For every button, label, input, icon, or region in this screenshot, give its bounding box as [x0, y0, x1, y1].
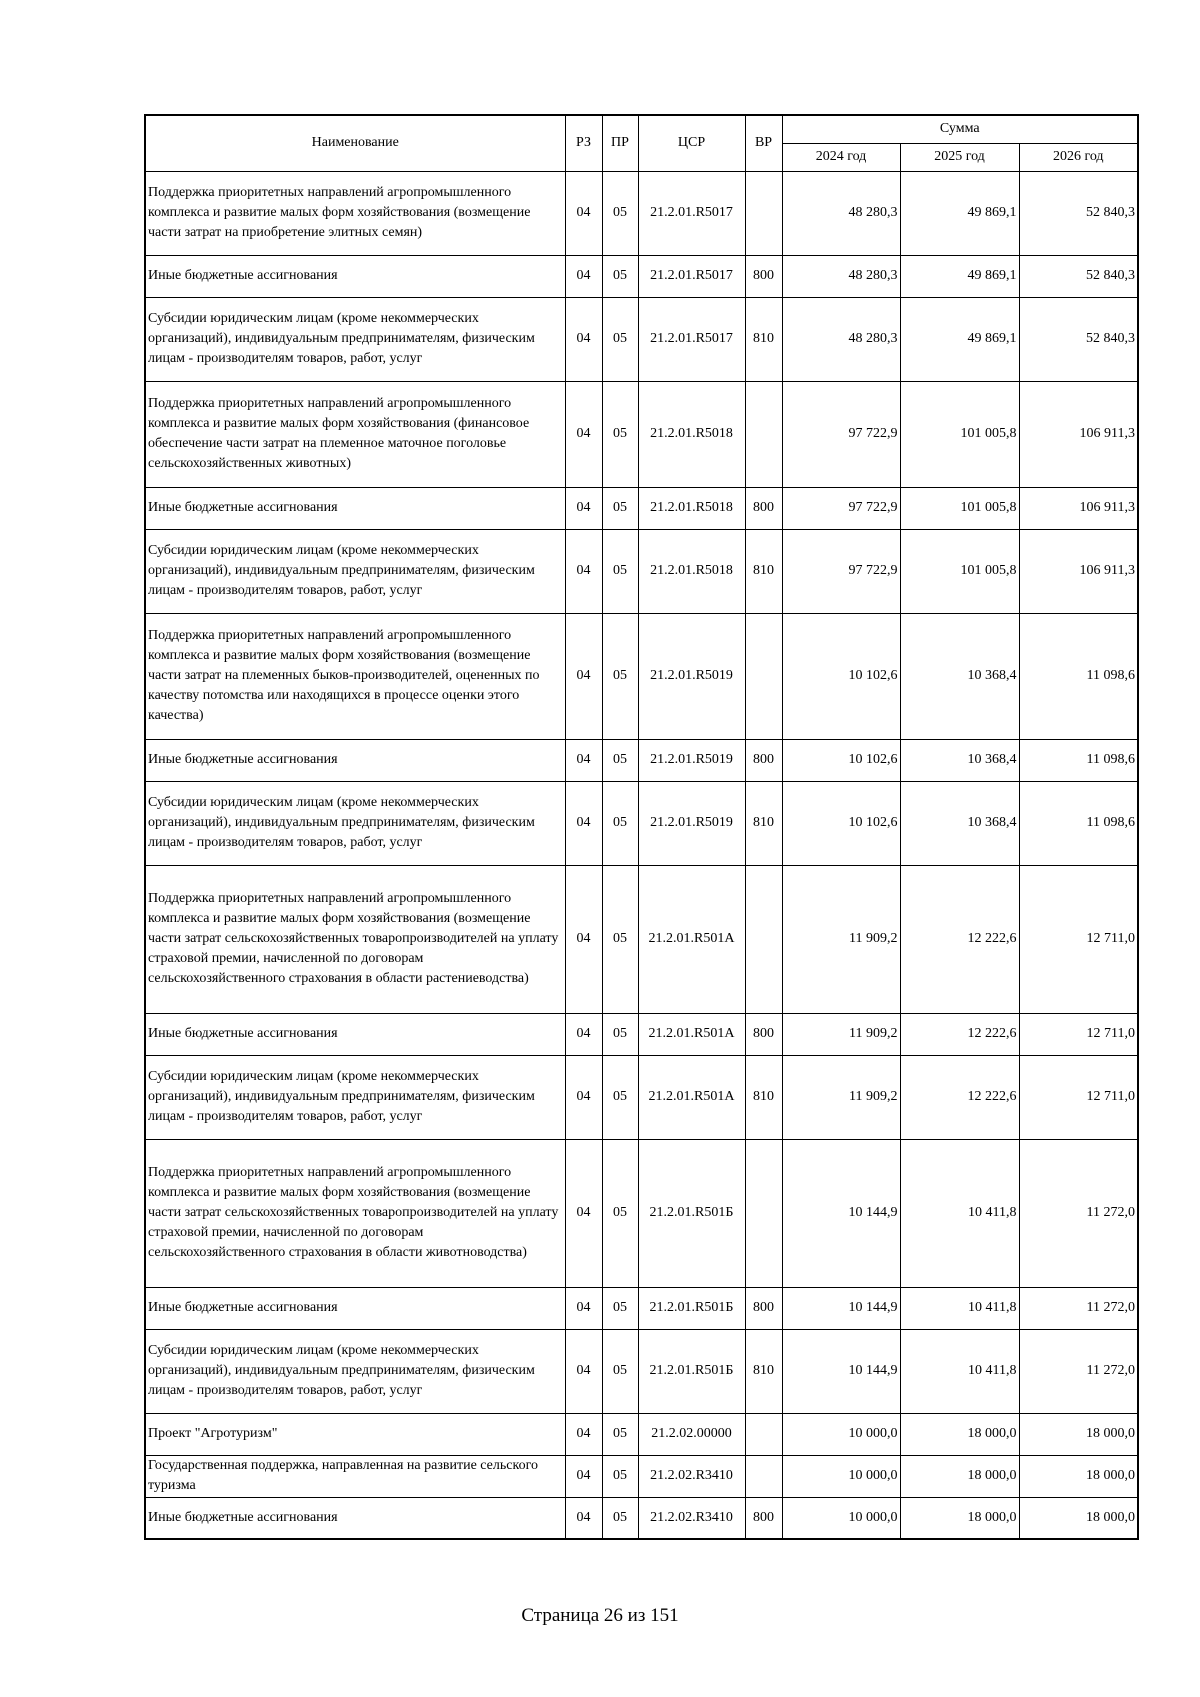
- row-csr: 21.2.02.00000: [638, 1413, 745, 1455]
- row-value-2024: 11 909,2: [782, 1013, 900, 1055]
- row-value-2026: 52 840,3: [1019, 297, 1138, 381]
- row-value-2026: 11 272,0: [1019, 1287, 1138, 1329]
- row-name: Иные бюджетные ассигнования: [145, 255, 565, 297]
- row-value-2024: 11 909,2: [782, 865, 900, 1013]
- table-row: [145, 1287, 1138, 1329]
- header-sum: Сумма: [782, 115, 1138, 143]
- table-row: [145, 865, 1138, 1013]
- table-row: [145, 171, 1138, 255]
- row-value-2025: 10 411,8: [900, 1287, 1019, 1329]
- row-name: Государственная поддержка, направленная на развитие сельского туризма: [145, 1455, 565, 1497]
- row-rz: 04: [565, 613, 602, 739]
- row-rz: 04: [565, 1455, 602, 1497]
- row-value-2025: 12 222,6: [900, 865, 1019, 1013]
- table-row: [145, 529, 1138, 613]
- budget-table: [144, 114, 1139, 1540]
- row-name: Иные бюджетные ассигнования: [145, 1013, 565, 1055]
- header-year-2024: 2024 год: [782, 143, 900, 171]
- row-value-2025: 18 000,0: [900, 1455, 1019, 1497]
- table-row: [145, 613, 1138, 739]
- row-pr: 05: [602, 255, 638, 297]
- row-name: Субсидии юридическим лицам (кроме некоммерческих организаций), индивидуальным предпринимателям, физическим лицам - производителям товаров, работ, услуг: [145, 781, 565, 865]
- row-csr: 21.2.02.R3410: [638, 1497, 745, 1539]
- row-rz: 04: [565, 865, 602, 1013]
- row-pr: 05: [602, 171, 638, 255]
- row-pr: 05: [602, 529, 638, 613]
- row-vr: [745, 613, 782, 739]
- table-body: [145, 171, 1138, 1539]
- table-row: [145, 487, 1138, 529]
- row-vr: 810: [745, 1055, 782, 1139]
- row-value-2024: 10 102,6: [782, 781, 900, 865]
- row-csr: 21.2.01.R5019: [638, 739, 745, 781]
- row-value-2024: 10 144,9: [782, 1329, 900, 1413]
- row-csr: 21.2.01.R501А: [638, 1013, 745, 1055]
- row-pr: 05: [602, 1139, 638, 1287]
- row-value-2025: 101 005,8: [900, 487, 1019, 529]
- row-rz: 04: [565, 255, 602, 297]
- row-csr: 21.2.01.R501Б: [638, 1329, 745, 1413]
- row-rz: 04: [565, 487, 602, 529]
- row-value-2026: 11 272,0: [1019, 1329, 1138, 1413]
- row-pr: 05: [602, 1455, 638, 1497]
- row-value-2026: 18 000,0: [1019, 1455, 1138, 1497]
- row-name: Поддержка приоритетных направлений агропромышленного комплекса и развитие малых форм хозяйствования (возмещение части затрат на племенных быков-производителей, оцененных по качеству потомства или находящихся в процессе оценки этого качества): [145, 613, 565, 739]
- row-value-2024: 10 000,0: [782, 1497, 900, 1539]
- row-vr: 800: [745, 1497, 782, 1539]
- row-rz: 04: [565, 1013, 602, 1055]
- row-vr: [745, 1413, 782, 1455]
- row-name: Иные бюджетные ассигнования: [145, 1497, 565, 1539]
- row-csr: 21.2.01.R5018: [638, 529, 745, 613]
- row-name: Субсидии юридическим лицам (кроме некоммерческих организаций), индивидуальным предпринимателям, физическим лицам - производителям товаров, работ, услуг: [145, 1055, 565, 1139]
- row-value-2026: 106 911,3: [1019, 487, 1138, 529]
- row-rz: 04: [565, 1413, 602, 1455]
- row-value-2024: 97 722,9: [782, 381, 900, 487]
- row-pr: 05: [602, 781, 638, 865]
- table-row: [145, 781, 1138, 865]
- table-row: [145, 381, 1138, 487]
- row-name: Субсидии юридическим лицам (кроме некоммерческих организаций), индивидуальным предпринимателям, физическим лицам - производителям товаров, работ, услуг: [145, 297, 565, 381]
- row-name: Субсидии юридическим лицам (кроме некоммерческих организаций), индивидуальным предпринимателям, физическим лицам - производителям товаров, работ, услуг: [145, 529, 565, 613]
- row-csr: 21.2.01.R5018: [638, 381, 745, 487]
- table-header: [145, 115, 1138, 171]
- row-value-2024: 97 722,9: [782, 487, 900, 529]
- row-value-2025: 10 368,4: [900, 613, 1019, 739]
- header-rz: РЗ: [565, 115, 602, 171]
- row-vr: 810: [745, 1329, 782, 1413]
- row-value-2024: 48 280,3: [782, 171, 900, 255]
- row-value-2026: 11 272,0: [1019, 1139, 1138, 1287]
- row-value-2026: 18 000,0: [1019, 1497, 1138, 1539]
- row-name: Поддержка приоритетных направлений агропромышленного комплекса и развитие малых форм хозяйствования (возмещение части затрат на приобретение элитных семян): [145, 171, 565, 255]
- row-value-2025: 10 368,4: [900, 781, 1019, 865]
- row-vr: [745, 171, 782, 255]
- row-csr: 21.2.01.R501Б: [638, 1139, 745, 1287]
- row-value-2024: 10 144,9: [782, 1139, 900, 1287]
- table-row: [145, 1013, 1138, 1055]
- row-pr: 05: [602, 487, 638, 529]
- row-pr: 05: [602, 1497, 638, 1539]
- row-value-2026: 11 098,6: [1019, 613, 1138, 739]
- row-value-2026: 11 098,6: [1019, 781, 1138, 865]
- row-csr: 21.2.01.R5017: [638, 297, 745, 381]
- row-value-2025: 101 005,8: [900, 381, 1019, 487]
- row-value-2024: 10 000,0: [782, 1413, 900, 1455]
- row-value-2025: 12 222,6: [900, 1013, 1019, 1055]
- row-pr: 05: [602, 297, 638, 381]
- row-value-2025: 49 869,1: [900, 297, 1019, 381]
- table-row: [145, 1329, 1138, 1413]
- row-vr: 810: [745, 297, 782, 381]
- row-value-2025: 12 222,6: [900, 1055, 1019, 1139]
- row-pr: 05: [602, 613, 638, 739]
- row-rz: 04: [565, 381, 602, 487]
- row-csr: 21.2.02.R3410: [638, 1455, 745, 1497]
- row-vr: [745, 1139, 782, 1287]
- header-csr: ЦСР: [638, 115, 745, 171]
- row-csr: 21.2.01.R5019: [638, 781, 745, 865]
- row-csr: 21.2.01.R501А: [638, 1055, 745, 1139]
- row-value-2026: 12 711,0: [1019, 865, 1138, 1013]
- row-value-2025: 18 000,0: [900, 1497, 1019, 1539]
- row-vr: [745, 381, 782, 487]
- row-name: Поддержка приоритетных направлений агропромышленного комплекса и развитие малых форм хозяйствования (возмещение части затрат сельскохозяйственных товаропроизводителей на уплату страховой премии, начисленной по договорам сельскохозяйственного страхования в области растениеводства): [145, 865, 565, 1013]
- row-name: Поддержка приоритетных направлений агропромышленного комплекса и развитие малых форм хозяйствования (финансовое обеспечение части затрат на племенное маточное поголовье сельскохозяйственных животных): [145, 381, 565, 487]
- row-value-2024: 10 102,6: [782, 613, 900, 739]
- row-value-2025: 10 411,8: [900, 1139, 1019, 1287]
- row-csr: 21.2.01.R501А: [638, 865, 745, 1013]
- row-value-2024: 48 280,3: [782, 297, 900, 381]
- row-csr: 21.2.01.R5017: [638, 255, 745, 297]
- row-value-2026: 11 098,6: [1019, 739, 1138, 781]
- row-value-2024: 10 144,9: [782, 1287, 900, 1329]
- row-rz: 04: [565, 529, 602, 613]
- row-value-2026: 18 000,0: [1019, 1413, 1138, 1455]
- row-rz: 04: [565, 1139, 602, 1287]
- row-value-2025: 49 869,1: [900, 255, 1019, 297]
- row-value-2025: 101 005,8: [900, 529, 1019, 613]
- row-value-2026: 12 711,0: [1019, 1013, 1138, 1055]
- row-vr: 800: [745, 487, 782, 529]
- row-rz: 04: [565, 1055, 602, 1139]
- row-value-2025: 49 869,1: [900, 171, 1019, 255]
- table-row: [145, 1055, 1138, 1139]
- row-value-2024: 10 102,6: [782, 739, 900, 781]
- row-value-2024: 97 722,9: [782, 529, 900, 613]
- row-name: Поддержка приоритетных направлений агропромышленного комплекса и развитие малых форм хозяйствования (возмещение части затрат сельскохозяйственных товаропроизводителей на уплату страховой премии, начисленной по договорам сельскохозяйственного страхования в области животноводства): [145, 1139, 565, 1287]
- row-csr: 21.2.01.R501Б: [638, 1287, 745, 1329]
- row-rz: 04: [565, 1497, 602, 1539]
- row-name: Субсидии юридическим лицам (кроме некоммерческих организаций), индивидуальным предпринимателям, физическим лицам - производителям товаров, работ, услуг: [145, 1329, 565, 1413]
- table-row: [145, 1139, 1138, 1287]
- header-vr: ВР: [745, 115, 782, 171]
- row-value-2025: 10 368,4: [900, 739, 1019, 781]
- row-value-2026: 106 911,3: [1019, 529, 1138, 613]
- header-year-2026: 2026 год: [1019, 143, 1138, 171]
- table-row: [145, 1497, 1138, 1539]
- header-year-2025: 2025 год: [900, 143, 1019, 171]
- table-row: [145, 255, 1138, 297]
- row-value-2026: 52 840,3: [1019, 171, 1138, 255]
- row-vr: [745, 865, 782, 1013]
- row-pr: 05: [602, 1329, 638, 1413]
- row-vr: 800: [745, 1287, 782, 1329]
- row-csr: 21.2.01.R5019: [638, 613, 745, 739]
- row-rz: 04: [565, 781, 602, 865]
- table-row: [145, 1413, 1138, 1455]
- row-value-2026: 12 711,0: [1019, 1055, 1138, 1139]
- row-name: Иные бюджетные ассигнования: [145, 739, 565, 781]
- row-value-2025: 18 000,0: [900, 1413, 1019, 1455]
- row-value-2026: 52 840,3: [1019, 255, 1138, 297]
- row-name: Иные бюджетные ассигнования: [145, 1287, 565, 1329]
- row-pr: 05: [602, 1413, 638, 1455]
- row-rz: 04: [565, 1329, 602, 1413]
- row-csr: 21.2.01.R5017: [638, 171, 745, 255]
- row-vr: 800: [745, 255, 782, 297]
- document-page: [144, 114, 1137, 1540]
- row-value-2026: 106 911,3: [1019, 381, 1138, 487]
- row-rz: 04: [565, 1287, 602, 1329]
- row-rz: 04: [565, 739, 602, 781]
- row-vr: 800: [745, 1013, 782, 1055]
- table-row: [145, 739, 1138, 781]
- row-value-2024: 48 280,3: [782, 255, 900, 297]
- row-vr: 810: [745, 529, 782, 613]
- row-pr: 05: [602, 1055, 638, 1139]
- row-value-2025: 10 411,8: [900, 1329, 1019, 1413]
- row-rz: 04: [565, 297, 602, 381]
- row-vr: [745, 1455, 782, 1497]
- row-pr: 05: [602, 739, 638, 781]
- row-name: Проект "Агротуризм": [145, 1413, 565, 1455]
- table-row: [145, 297, 1138, 381]
- row-rz: 04: [565, 171, 602, 255]
- row-csr: 21.2.01.R5018: [638, 487, 745, 529]
- header-name: Наименование: [145, 115, 565, 171]
- row-vr: 810: [745, 781, 782, 865]
- row-name: Иные бюджетные ассигнования: [145, 487, 565, 529]
- row-pr: 05: [602, 381, 638, 487]
- row-pr: 05: [602, 1013, 638, 1055]
- row-pr: 05: [602, 1287, 638, 1329]
- page-number: Страница 26 из 151: [521, 1605, 679, 1626]
- row-vr: 800: [745, 739, 782, 781]
- row-value-2024: 11 909,2: [782, 1055, 900, 1139]
- table-row: [145, 1455, 1138, 1497]
- row-value-2024: 10 000,0: [782, 1455, 900, 1497]
- header-pr: ПР: [602, 115, 638, 171]
- row-pr: 05: [602, 865, 638, 1013]
